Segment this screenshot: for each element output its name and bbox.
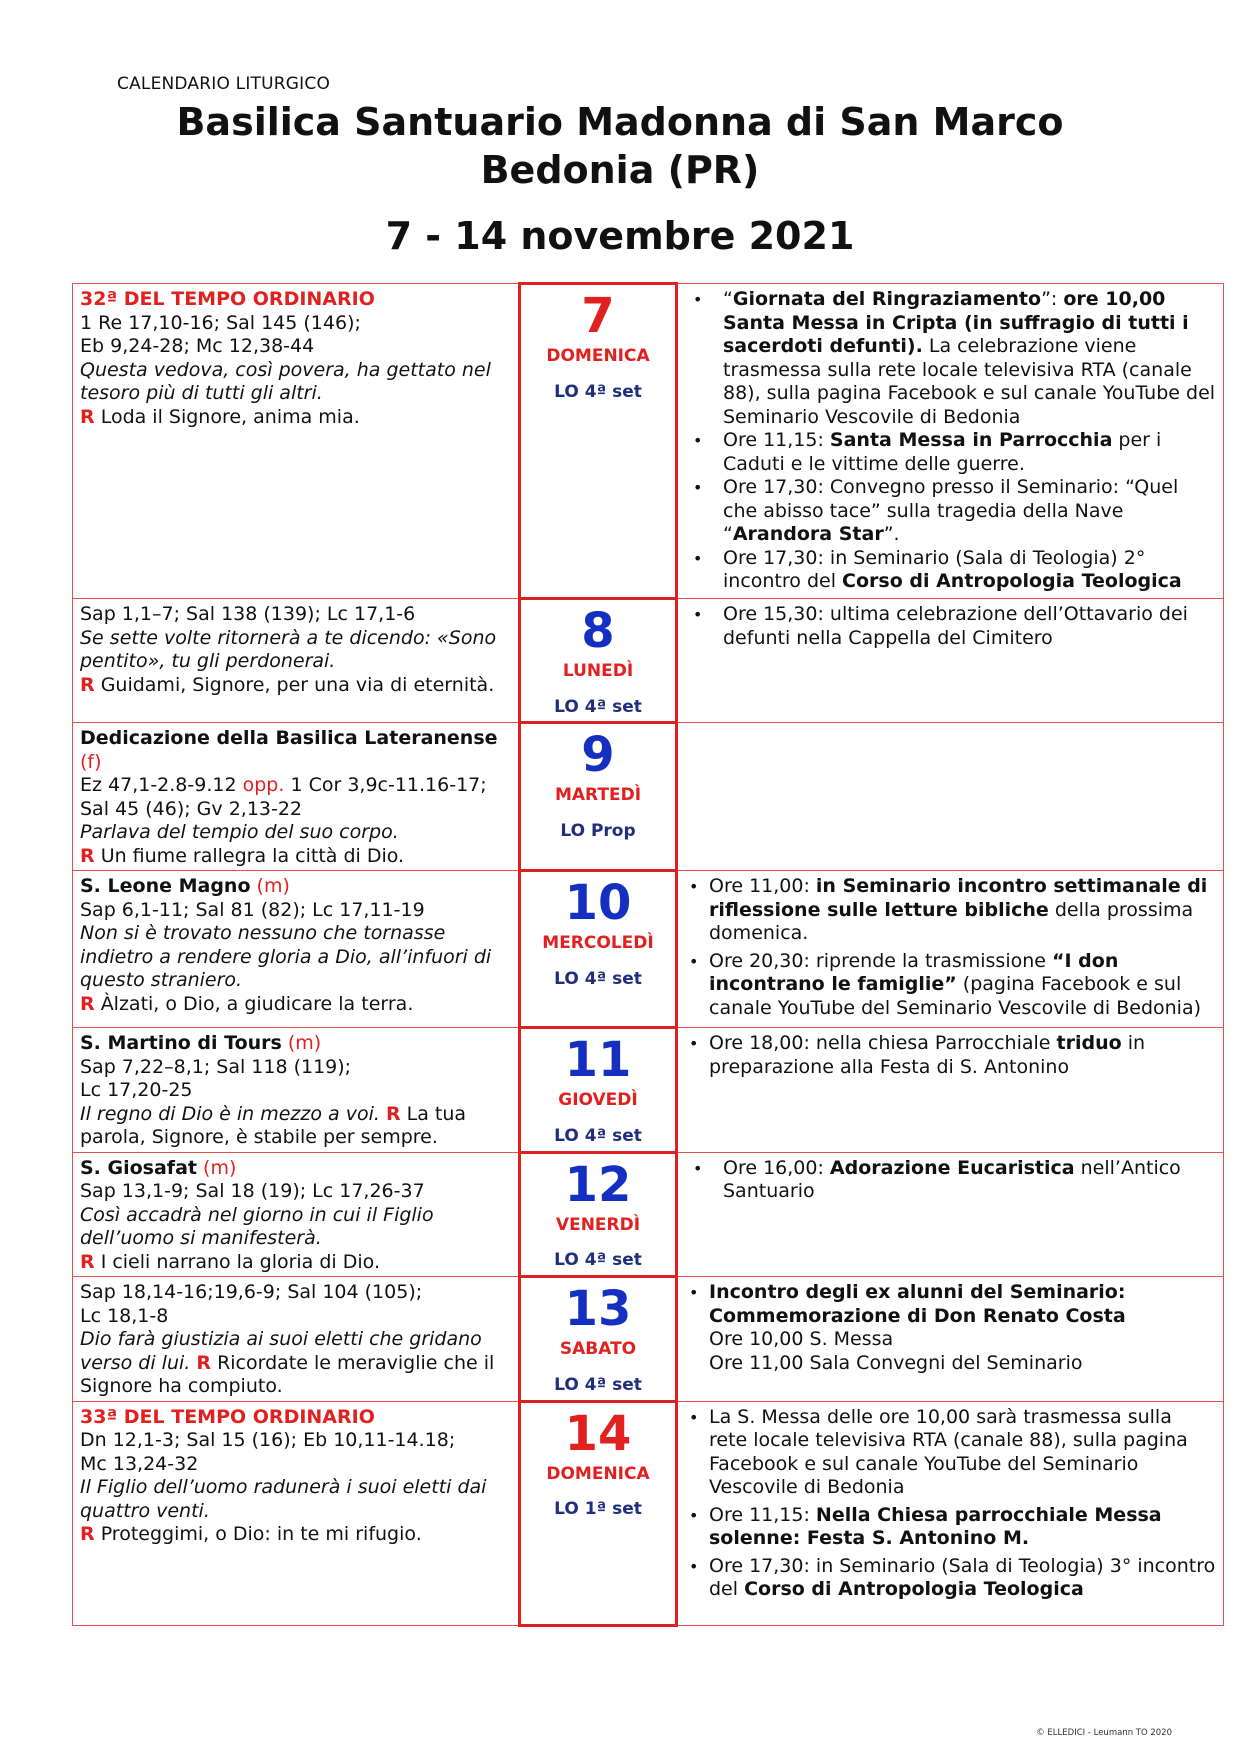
liturgy-cell [73, 1028, 520, 1153]
liturgy-of-hours: LO 4ª set [554, 696, 642, 717]
day-name: SABATO [559, 1339, 637, 1359]
antiphon: Non si è trovato nessuno che tornasse indietro a rendere gloria a Dio, all’infuori di questo straniero. [80, 922, 492, 991]
antiphon: Se sette volte ritornerà a te dicendo: «Sono pentito», tu gli perdonerai. [80, 626, 497, 672]
day-name: DOMENICA [546, 1463, 650, 1484]
day-cell [520, 1401, 677, 1625]
celebration-title: 32ª DEL TEMPO ORDINARIO [80, 288, 375, 310]
antiphon: Questa vedova, così povera, ha gettato nel tesoro più di tutti gli altri. [80, 358, 491, 404]
liturgy-cell [73, 723, 520, 871]
event-item: • Ore 11,15: Nella Chiesa parrocchiale Messa solenne: Festa S. Antonino M. [685, 1504, 1216, 1551]
events-cell [677, 284, 1224, 599]
psalm-response [80, 993, 511, 1017]
response-marker: R [80, 405, 95, 428]
celebration-title: Dedicazione della Basilica Lateranense (f) [80, 727, 498, 773]
readings-line: Mc 13,24-32 [80, 1452, 199, 1475]
day-name: MARTEDÌ [554, 785, 642, 805]
day-number: 11 [564, 1032, 632, 1088]
publisher-credit: © ELLEDICI - Leumann TO 2020 [1036, 1728, 1172, 1738]
liturgy-of-hours: LO 4ª set [554, 1250, 642, 1270]
liturgy-cell [73, 871, 520, 1028]
events-cell [677, 871, 1224, 1028]
readings-line: Sap 18,14-16;19,6-9; Sal 104 (105); [80, 1281, 423, 1303]
day-name: VENERDÌ [555, 1214, 641, 1235]
day-cell [520, 284, 677, 599]
response-text: La tua parola, Signore, è stabile per sempre. [80, 1102, 467, 1148]
celebration-title: S. Leone Magno (m) [80, 875, 290, 897]
events-cell [677, 1401, 1224, 1625]
event-item: • Ore 17,30: in Seminario (Sala di Teologia) 2° incontro del Corso di Antropologia Teologica [685, 547, 1216, 594]
document-subtitle: Bedonia (PR) [480, 148, 760, 192]
day-cell [520, 723, 677, 871]
antiphon: Dio farà giustizia ai suoi eletti che gridano verso di lui. [80, 1328, 482, 1374]
liturgy-cell [73, 284, 520, 599]
antiphon-response [80, 1103, 511, 1150]
events-cell [677, 1028, 1224, 1153]
psalm-response [80, 406, 511, 430]
liturgy-of-hours: LO Prop [560, 820, 636, 841]
event-item: • Ore 11,15: Santa Messa in Parrocchia per i Caduti e le vittime delle guerre. [685, 429, 1216, 476]
readings-line: Lc 18,1-8 [80, 1304, 169, 1327]
antiphon: Così accadrà nel giorno in cui il Figlio dell’uomo si manifesterà. [80, 1203, 434, 1249]
calendar-row-11 [73, 1028, 1224, 1153]
antiphon-response [80, 1328, 511, 1399]
events-cell [677, 1152, 1224, 1277]
response-marker: R [80, 1523, 95, 1545]
celebration-rank: (m) [256, 875, 290, 897]
events-cell [677, 723, 1224, 871]
response-marker: R [385, 1102, 401, 1125]
day-name: LUNEDÌ [562, 661, 634, 681]
liturgy-of-hours: LO 1ª set [554, 1499, 642, 1519]
response-text: Un fiume rallegra la città di Dio. [100, 844, 405, 867]
liturgy-of-hours: LO 4ª set [554, 381, 642, 402]
response-marker: R [196, 1351, 212, 1374]
day-cell [520, 599, 677, 723]
celebration-rank: (m) [287, 1032, 322, 1054]
event-item: • La S. Messa delle ore 10,00 sarà trasmessa sulla rete locale televisiva RTA (canale 88), sulla pagina Facebook e sul canale YouTube del Seminario Vescovile di Bedonia [685, 1406, 1216, 1500]
readings-line: Lc 17,20-25 [80, 1079, 193, 1101]
antiphon: Il regno di Dio è in mezzo a voi. [80, 1102, 380, 1125]
response-marker: R [80, 992, 95, 1015]
response-marker: R [80, 1250, 95, 1273]
liturgical-calendar-table [72, 282, 1224, 1627]
day-number: 8 [581, 603, 615, 659]
events-cell [677, 1277, 1224, 1402]
response-text: Ricordate le meraviglie che il Signore ha compiuto. [80, 1351, 495, 1397]
event-item: • Ore 17,30: Convegno presso il Seminario: “Quel che abisso tace” sulla tragedia della Nave “Arandora Star”. [685, 476, 1216, 547]
document-title: Basilica Santuario Madonna di San Marco [176, 100, 1064, 144]
readings-line: Eb 9,24-28; Mc 12,38-44 [80, 335, 315, 357]
event-item: • Ore 16,00: Adorazione Eucaristica nell’Antico Santuario [685, 1157, 1216, 1204]
calendar-row-10 [73, 871, 1224, 1028]
day-cell [520, 871, 677, 1028]
date-range: 7 - 14 novembre 2021 [385, 214, 855, 258]
psalm-response [80, 845, 511, 869]
response-text: Àlzati, o Dio, a giudicare la terra. [100, 992, 414, 1015]
events-cell [677, 599, 1224, 723]
readings-line: Sap 13,1-9; Sal 18 (19); Lc 17,26-37 [80, 1180, 425, 1202]
liturgy-cell [73, 1152, 520, 1277]
celebration-title: 33ª DEL TEMPO ORDINARIO [80, 1405, 375, 1428]
antiphon: Il Figlio dell’uomo radunerà i suoi eletti dai quattro venti. [80, 1476, 487, 1522]
celebration-rank: (m) [203, 1156, 237, 1179]
antiphon: Parlava del tempio del suo corpo. [80, 821, 399, 843]
liturgy-cell [73, 1277, 520, 1402]
response-text: Loda il Signore, anima mia. [100, 405, 360, 428]
calendar-row-13 [73, 1277, 1224, 1402]
readings-line: Dn 12,1-3; Sal 15 (16); Eb 10,11-14.18; [80, 1429, 456, 1451]
day-name: GIOVEDÌ [558, 1090, 638, 1110]
event-item: • “Giornata del Ringraziamento”: ore 10,00 Santa Messa in Cripta (in suffragio di tutti i sacerdoti defunti). La celebrazione viene trasmessa sulla rete locale televisiva RTA (canale 88), sulla pagina Facebook e sul canale YouTube del Seminario Vescovile di Bedonia [685, 288, 1216, 429]
event-item: • Ore 20,30: riprende la trasmissione “I don incontrano le famiglie” (pagina Facebook e sul canale YouTube del Seminario Vescovile di Bedonia) [685, 950, 1216, 1021]
day-number: 9 [581, 727, 615, 783]
event-item: • Incontro degli ex alunni del Seminario: Commemorazione di Don Renato Costa Ore 10,00 S. Messa Ore 11,00 Sala Convegni del Seminario [685, 1281, 1216, 1375]
celebration-title: S. Giosafat (m) [80, 1156, 237, 1179]
response-marker: R [80, 844, 95, 867]
liturgy-of-hours: LO 4ª set [554, 1125, 642, 1146]
psalm-response [80, 674, 511, 698]
psalm-response [80, 1251, 511, 1275]
celebration-rank: (f) [80, 750, 102, 773]
liturgy-cell [73, 599, 520, 723]
day-name: DOMENICA [546, 346, 650, 366]
liturgy-of-hours: LO 4ª set [554, 1374, 642, 1395]
response-text: I cieli narrano la gloria di Dio. [100, 1250, 380, 1273]
psalm-response [80, 1523, 511, 1547]
day-cell [520, 1152, 677, 1277]
day-cell [520, 1277, 677, 1402]
calendar-row-8 [73, 599, 1224, 723]
readings-line: Sap 1,1–7; Sal 138 (139); Lc 17,1-6 [80, 603, 416, 625]
day-cell [520, 1028, 677, 1153]
readings-line: Ez 47,1-2.8-9.12 opp. 1 Cor 3,9c-11.16-17; Sal 45 (46); Gv 2,13-22 [80, 774, 487, 820]
event-item: • Ore 17,30: in Seminario (Sala di Teologia) 3° incontro del Corso di Antropologia Teologica [685, 1555, 1216, 1602]
readings-line: 1 Re 17,10-16; Sal 145 (146); [80, 311, 361, 334]
day-name: MERCOLEDÌ [542, 933, 654, 953]
calendar-row-9 [73, 723, 1224, 871]
calendar-row-12 [73, 1152, 1224, 1277]
readings-line: Sap 7,22–8,1; Sal 118 (119); [80, 1055, 352, 1078]
day-number: 10 [564, 875, 632, 931]
document-kicker: CALENDARIO LITURGICO [117, 74, 331, 94]
readings-line: Sap 6,1-11; Sal 81 (82); Lc 17,11-19 [80, 898, 425, 921]
response-marker: R [80, 673, 95, 696]
response-text: Proteggimi, o Dio: in te mi rifugio. [100, 1523, 422, 1545]
response-text: Guidami, Signore, per una via di eternità. [100, 673, 495, 696]
celebration-title: S. Martino di Tours (m) [80, 1032, 322, 1054]
calendar-row-14 [73, 1401, 1224, 1625]
liturgy-of-hours: LO 4ª set [554, 968, 642, 989]
liturgy-cell [73, 1401, 520, 1625]
event-item: • Ore 18,00: nella chiesa Parrocchiale triduo in preparazione alla Festa di S. Antonino [685, 1032, 1216, 1079]
event-item: • Ore 15,30: ultima celebrazione dell’Ottavario dei defunti nella Cappella del Cimitero [685, 603, 1216, 650]
event-item: • Ore 11,00: in Seminario incontro settimanale di riflessione sulle letture bibliche della prossima domenica. [685, 875, 1216, 946]
day-number: 7 [581, 288, 615, 344]
calendar-row-7 [73, 284, 1224, 599]
day-number: 13 [564, 1281, 632, 1337]
day-number: 12 [564, 1156, 632, 1213]
day-number: 14 [564, 1405, 632, 1462]
